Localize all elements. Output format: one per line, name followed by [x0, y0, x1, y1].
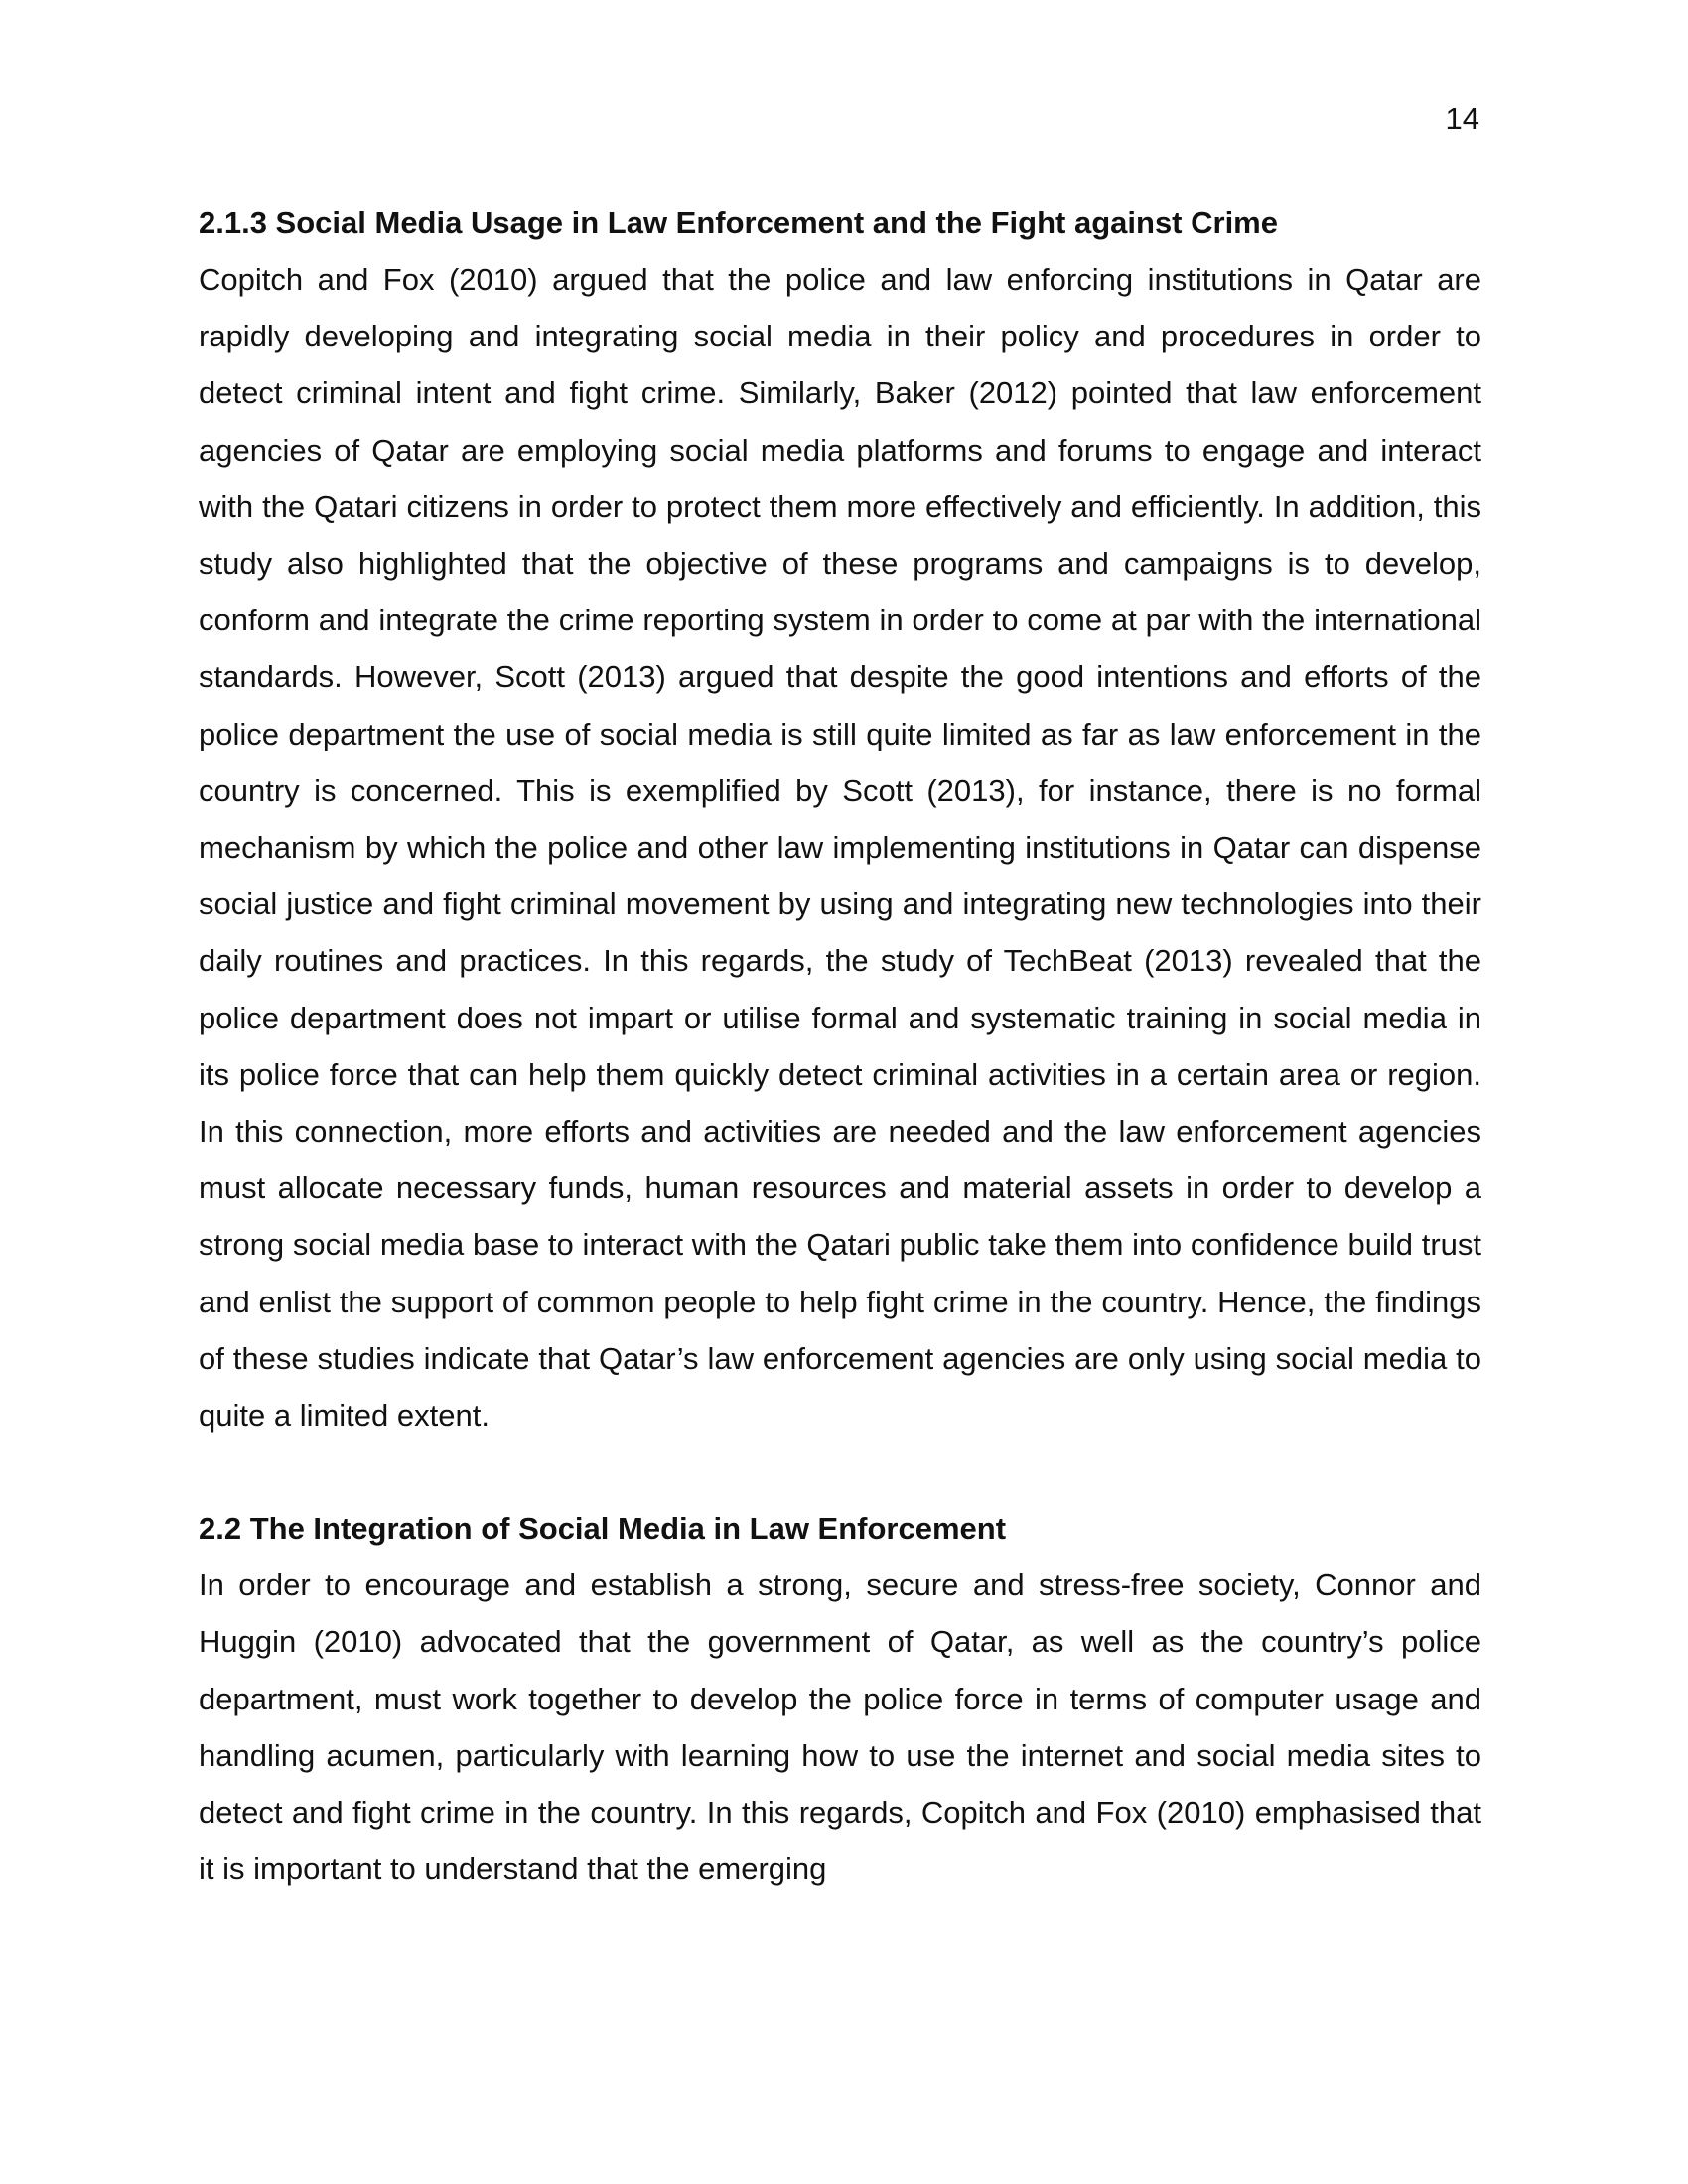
section-divider-space [199, 1443, 1481, 1500]
section-heading-2-1-3: 2.1.3 Social Media Usage in Law Enforcement and the Fight against Crime [199, 205, 1278, 240]
section-paragraph-2-1-3: Copitch and Fox (2010) argued that the police and law enforcing institutions in Qatar are rapidly developing and integrating social media in their policy and procedures in order to detect criminal intent and fight crime. Similarly, Baker (2012) pointed that law enforcement agencies of Qatar are employing social media platforms and forums to engage and interact with the Qatari citizens in order to protect them more effectively and efficiently. In addition, this study also highlighted that the objective of these programs and campaigns is to develop, conform and integrate the crime reporting system in order to come at par with the international standards. However, Scott (2013) argued that despite the good intentions and efforts of the police department the use of social media is still quite limited as far as law enforcement in the country is concerned. This is exemplified by Scott (2013), for instance, there is no formal mechanism by which the police and other law implementing institutions in Qatar can dispense social justice and fight criminal movement by using and integrating new technologies into their daily routines and practices. In this regards, the study of TechBeat (2013) revealed that the police department does not impart or utilise formal and systematic training in social media in its police force that can help them quickly detect criminal activities in a certain area or region. In this connection, more efforts and activities are needed and the law enforcement agencies must allocate necessary funds, human resources and material assets in order to develop a strong social media base to interact with the Qatari public take them into confidence build trust and enlist the support of common people to help fight crime in the country. Hence, the findings of these studies indicate that Qatar’s law enforcement agencies are only using social media to quite a limited extent. [199, 262, 1481, 1433]
section-paragraph-2-2: In order to encourage and establish a strong, secure and stress-free society, Connor and Huggin (2010) advocated that the government of Qatar, as well as the country’s police department, must work together to develop the police force in terms of computer usage and handling acumen, particularly with learning how to use the internet and social media sites to detect and fight crime in the country. In this regards, Copitch and Fox (2010) emphasised that it is important to understand that the emerging [199, 1568, 1481, 1887]
page-number: 14 [1445, 101, 1479, 136]
section-heading-2-2: 2.2 The Integration of Social Media in Law Enforcement [199, 1511, 1007, 1547]
document-body [199, 195, 1481, 1897]
